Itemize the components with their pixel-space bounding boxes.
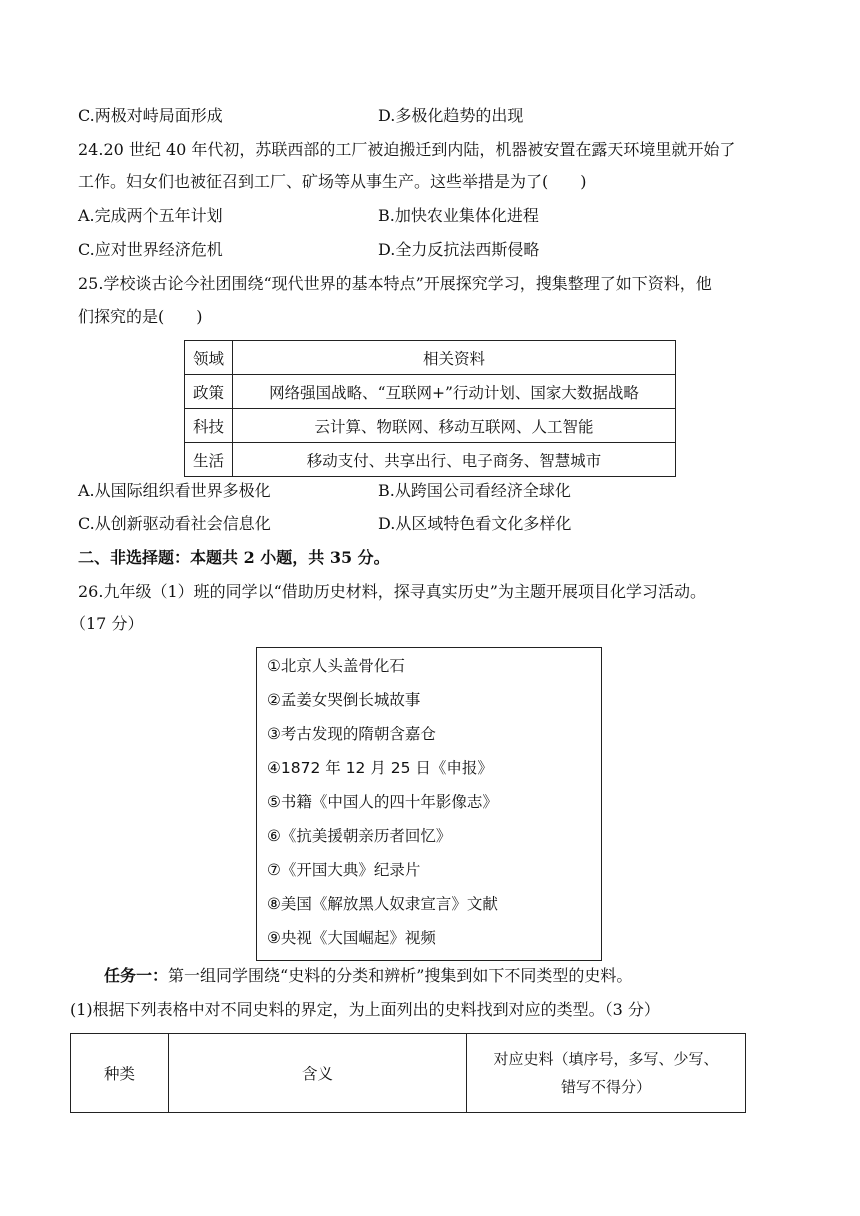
- q24-option-d: D.全力反抗法西斯侵略: [378, 240, 540, 259]
- list-item: ⑦《开国大典》纪录片: [267, 861, 421, 879]
- header-line: 错写不得分）: [560, 1078, 651, 1096]
- q25-option-c: C.从创新驱动看社会信息化: [78, 514, 271, 533]
- list-item: ⑤书籍《中国人的四十年影像志》: [267, 793, 498, 811]
- table-cell: 生活: [185, 443, 233, 477]
- table-cell: 科技: [185, 409, 233, 443]
- list-item: ②孟姜女哭倒长城故事: [267, 691, 421, 709]
- table-row: [185, 341, 676, 375]
- q24-stem-line2: 工作。妇女们也被征召到工厂、矿场等从事生产。这些举措是为了( ): [78, 172, 587, 191]
- table-header-cell: 种类: [71, 1034, 169, 1113]
- table-header-cell: 领域: [185, 341, 233, 375]
- q23-option-d: D.多极化趋势的出现: [378, 106, 524, 125]
- task1-label: 任务一：: [104, 966, 169, 985]
- table-cell: 网络强国战略、“互联网+”行动计划、国家大数据战略: [233, 375, 676, 409]
- table-row: [185, 409, 676, 443]
- list-item: ③考古发现的隋朝含嘉仓: [267, 725, 436, 743]
- list-item: ⑨央视《大国崛起》视频: [267, 929, 436, 947]
- q24-option-b: B.加快农业集体化进程: [378, 206, 539, 225]
- table-cell: 政策: [185, 375, 233, 409]
- source-type-table: [70, 1033, 746, 1113]
- list-item: ⑥《抗美援朝亲历者回忆》: [267, 827, 452, 845]
- q25-stem-line2: 们探究的是( ): [78, 307, 203, 326]
- table-header-cell: 含义: [169, 1034, 467, 1113]
- source-list-box: [256, 647, 602, 961]
- q26-stem-line2: （17 分）: [70, 614, 144, 633]
- list-item: ⑧美国《解放黑人奴隶宣言》文献: [267, 895, 498, 913]
- list-item: ④1872 年 12 月 25 日《申报》: [267, 759, 493, 777]
- q24-stem-line1: 24.20 世纪 40 年代初，苏联西部的工厂被迫搬迁到内陆，机器被安置在露天环境里就开始了: [78, 140, 736, 159]
- section-heading: 二、非选择题：本题共 2 小题，共 35 分。: [78, 548, 390, 567]
- table-header-cell: 相关资料: [233, 341, 676, 375]
- table-row: [185, 443, 676, 477]
- q24-option-c: C.应对世界经济危机: [78, 240, 223, 259]
- q25-stem-line1: 25.学校谈古论今社团围绕“现代世界的基本特点”开展探究学习，搜集整理了如下资料，他: [78, 274, 712, 293]
- q23-option-c: C.两极对峙局面形成: [78, 106, 223, 125]
- q25-option-a: A.从国际组织看世界多极化: [78, 481, 271, 500]
- header-line: 对应史料（填序号，多写、少写、: [493, 1050, 719, 1068]
- q24-option-a: A.完成两个五年计划: [78, 206, 223, 225]
- q25-table: [184, 340, 676, 477]
- task1-text: 第一组同学围绕“史料的分类和辨析”搜集到如下不同类型的史料。: [168, 966, 633, 985]
- table-cell: 云计算、物联网、移动互联网、人工智能: [233, 409, 676, 443]
- q26-stem-line1: 26.九年级（1）班的同学以“借助历史材料，探寻真实历史”为主题开展项目化学习活动。: [78, 582, 706, 601]
- list-item: ①北京人头盖骨化石: [267, 657, 405, 675]
- task1-line: [104, 966, 632, 986]
- q26-sub1: (1)根据下列表格中对不同史料的界定，为上面列出的史料找到对应的类型。（3 分）: [70, 1000, 660, 1019]
- q25-option-b: B.从跨国公司看经济全球化: [378, 481, 571, 500]
- table-cell: 移动支付、共享出行、电子商务、智慧城市: [233, 443, 676, 477]
- table-row: [185, 375, 676, 409]
- table-header-cell: [467, 1034, 746, 1113]
- q25-option-d: D.从区域特色看文化多样化: [378, 514, 572, 533]
- table-row: [71, 1034, 746, 1113]
